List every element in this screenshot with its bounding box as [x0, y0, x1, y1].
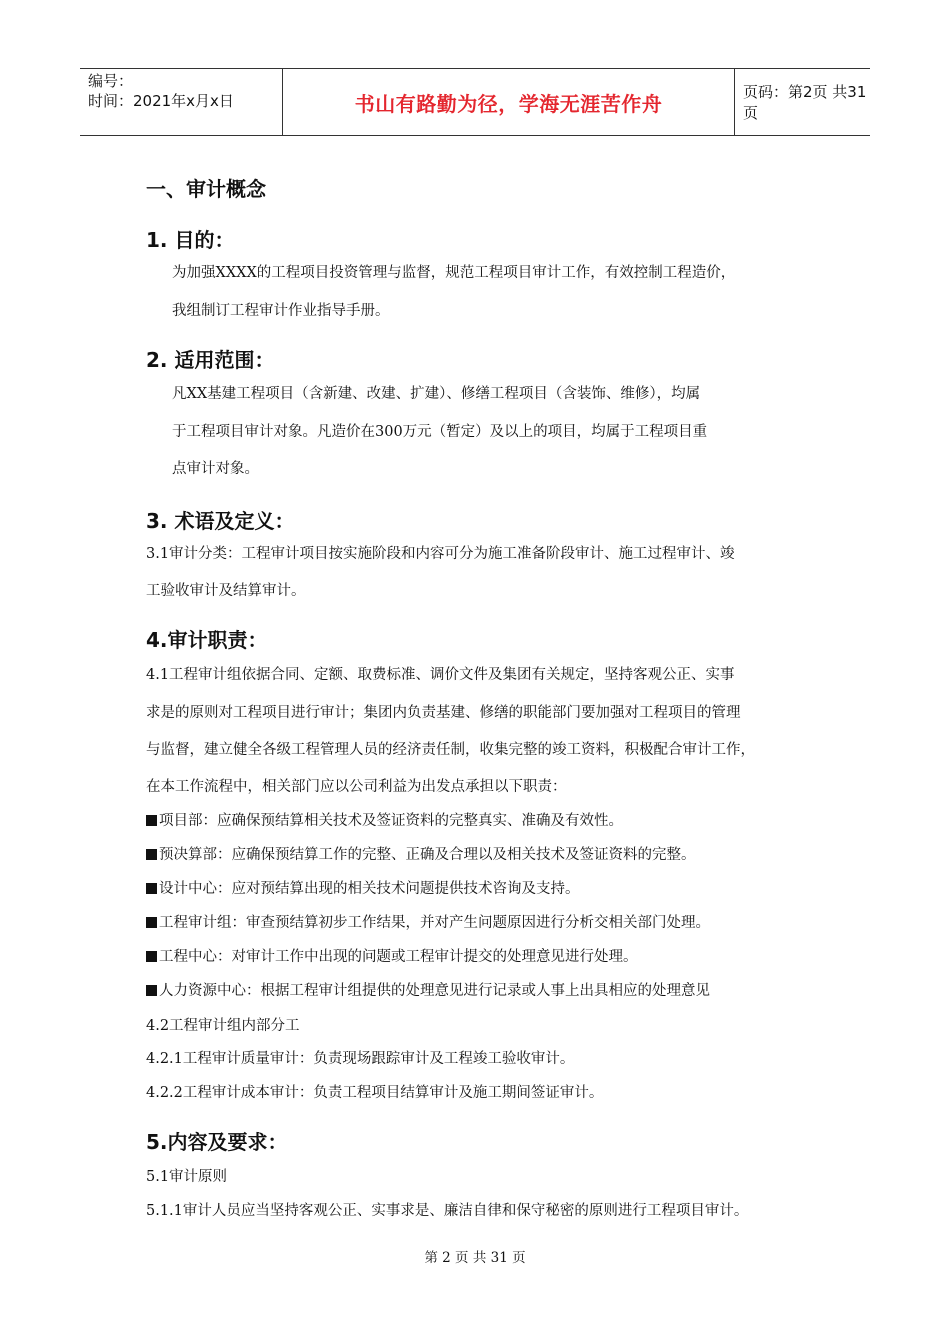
responsibility-item: 工程中心：对审计工作中出现的问题或工程审计提交的处理意见进行处理。 — [146, 945, 638, 966]
section-1-title: 1. 目的： — [146, 228, 235, 252]
number-label: 编号： — [88, 72, 134, 90]
section-4-line: 求是的原则对工程项目进行审计；集团内负责基建、修缮的职能部门要加强对工程项目的管理 — [146, 705, 741, 721]
square-bullet-icon — [146, 951, 157, 962]
section-2-line: 凡XX基建工程项目（含新建、改建、扩建）、修缮工程项目（含装饰、维修），均属 — [172, 386, 701, 402]
responsibility-item: 项目部：应确保预结算相关技术及签证资料的完整真实、准确及有效性。 — [146, 809, 623, 830]
section-4-line: 4.1工程审计组依据合同、定额、取费标准、调价文件及集团有关规定，坚持客观公正、实事 — [146, 667, 735, 683]
motto: 书山有路勤为径，学海无涯苦作舟 — [354, 91, 663, 116]
section-1-line: 我组制订工程审计作业指导手册。 — [172, 303, 390, 319]
responsibility-item: 预决算部：应确保预结算工作的完整、正确及合理以及相关技术及签证资料的完整。 — [146, 843, 696, 864]
header-meta — [80, 69, 282, 135]
section-2-title: 2. 适用范围： — [146, 348, 275, 372]
header-motto-cell — [282, 69, 735, 135]
section-4-line: 在本工作流程中，相关部门应以公司利益为出发点承担以下职责： — [146, 779, 567, 795]
section-4-title: 4.审计职责： — [146, 628, 268, 652]
header-page-info — [735, 69, 870, 135]
section-3-line: 3.1审计分类：工程审计项目按实施阶段和内容可分为施工准备阶段审计、施工过程审计、竣 — [146, 546, 735, 562]
section-5-title: 5.内容及要求： — [146, 1130, 288, 1154]
square-bullet-icon — [146, 917, 157, 928]
responsibility-item: 工程审计组：审查预结算初步工作结果，并对产生问题原因进行分析交相关部门处理。 — [146, 911, 710, 932]
square-bullet-icon — [146, 815, 157, 826]
section-4-line: 与监督，建立健全各级工程管理人员的经济责任制，收集完整的竣工资料，积极配合审计工作， — [146, 742, 755, 758]
section-2-line: 于工程项目审计对象。凡造价在300万元（暂定）及以上的项目，均属于工程项目重 — [172, 424, 708, 440]
section-4-sub: 4.2.2工程审计成本审计：负责工程项目结算审计及施工期间签证审计。 — [146, 1085, 604, 1101]
page-footer: 第 2 页 共 31 页 — [424, 1250, 526, 1266]
section-5-line: 5.1.1审计人员应当坚持客观公正、实事求是、廉洁自律和保守秘密的原则进行工程项目审计。 — [146, 1203, 749, 1219]
section-1-line: 为加强XXXX的工程项目投资管理与监督，规范工程项目审计工作，有效控制工程造价， — [172, 265, 736, 281]
responsibility-item: 人力资源中心：根据工程审计组提供的处理意见进行记录或人事上出具相应的处理意见 — [146, 979, 710, 1000]
responsibility-item: 设计中心：应对预结算出现的相关技术问题提供技术咨询及支持。 — [146, 877, 580, 898]
section-4-sub: 4.2工程审计组内部分工 — [146, 1018, 300, 1034]
main-title: 一、审计概念 — [146, 177, 266, 201]
section-3-line: 工验收审计及结算审计。 — [146, 583, 306, 599]
square-bullet-icon — [146, 985, 157, 996]
date-label: 时间：2021年x月x日 — [88, 92, 234, 110]
page-header — [80, 68, 870, 136]
page-info: 页码：第2页 共31页 — [743, 83, 867, 122]
section-5-line: 5.1审计原则 — [146, 1169, 228, 1185]
square-bullet-icon — [146, 883, 157, 894]
section-3-title: 3. 术语及定义： — [146, 509, 295, 533]
section-4-sub: 4.2.1工程审计质量审计：负责现场跟踪审计及工程竣工验收审计。 — [146, 1051, 575, 1067]
section-2-line: 点审计对象。 — [172, 461, 259, 477]
square-bullet-icon — [146, 849, 157, 860]
